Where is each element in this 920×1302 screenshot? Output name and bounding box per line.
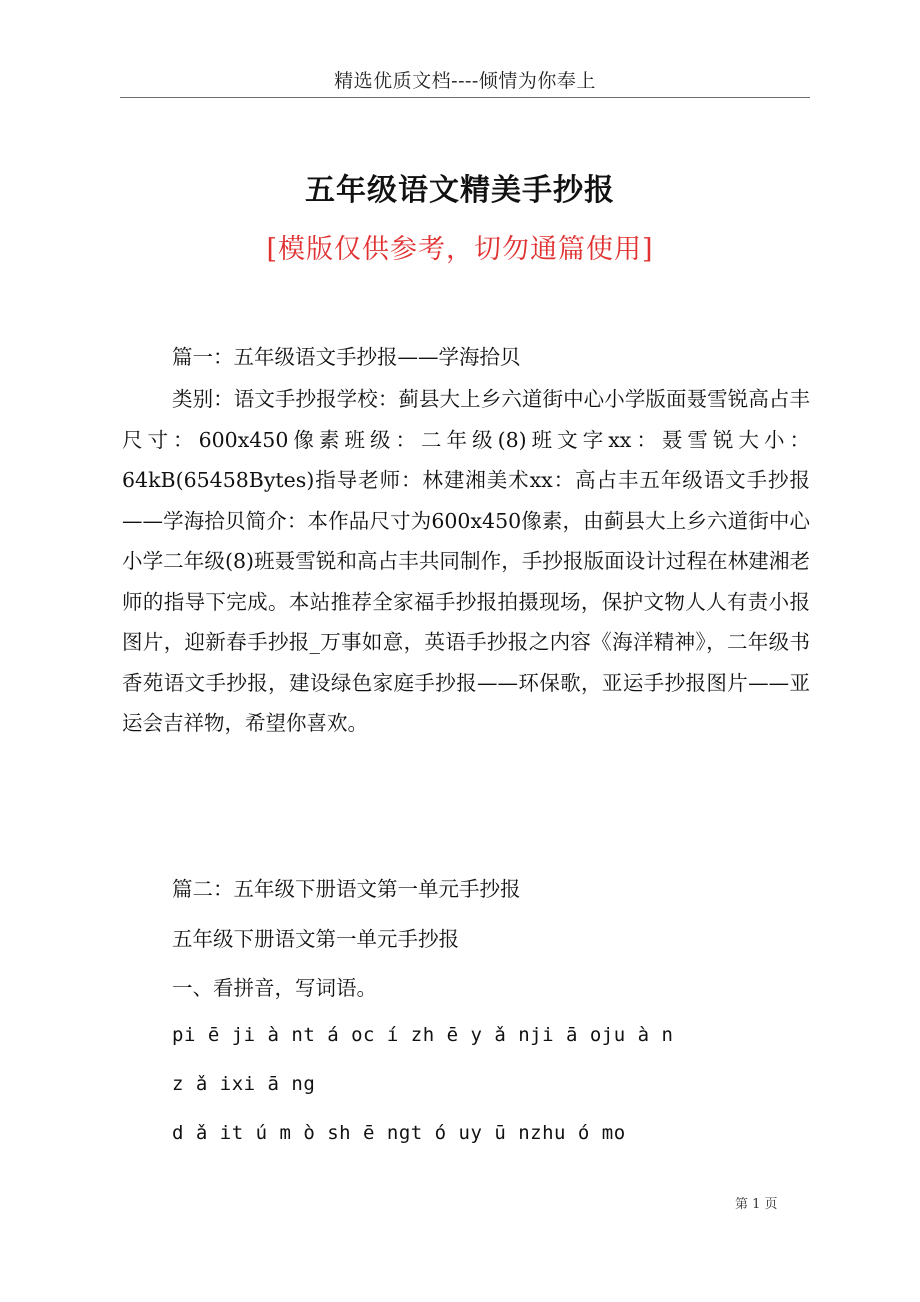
page-header: 精选优质文档----倾情为你奉上 [334, 70, 596, 92]
document-subtitle: [模版仅供参考，切勿通篇使用] [266, 234, 654, 265]
part1-heading: 篇一：五年级语文手抄报——学海拾贝 [172, 345, 521, 369]
part1-paragraph: 类别：语文手抄报学校：蓟县大上乡六道街中心小学版面聂雪锐高占丰尺寸：600x450像素班级：二年级(8)班文字xx：聂雪锐大小：64kB(65458Bytes)指导老师：林建湘美术xx：高占丰五年级语文手抄报——学海拾贝简介：本作品尺寸为600x450像素，由蓟县大上乡六道街中心小学二年级(8)班聂雪锐和高占丰共同制作，手抄报版面设计过程在林建湘老师的指导下完成。本站推荐全家福手抄报拍摄现场，保护文物人人有责小报图片，迎新春手抄报_万事如意，英语手抄报之内容《海洋精神》，二年级书香苑语文手抄报，建设绿色家庭手抄报——环保歌，亚运手抄报图片——亚运会吉祥物，希望你喜欢。 [122, 387, 810, 735]
section-heading: 一、看拼音，写词语。 [172, 976, 377, 1000]
document-title: 五年级语文精美手抄报 [305, 173, 615, 208]
part2-title: 五年级下册语文第一单元手抄报 [172, 927, 459, 951]
part2-heading: 篇二：五年级下册语文第一单元手抄报 [172, 877, 521, 901]
pinyin-line: d ǎ it ú m ò sh ē ngt ó uy ū nzhu ó mo [172, 1122, 626, 1144]
pinyin-line: pi ē ji à nt á oc í zh ē y ǎ nji ā oju à n [172, 1024, 674, 1046]
page-number: 第 1 页 [735, 1197, 778, 1212]
pinyin-line: z ǎ ixi ā ng [172, 1073, 316, 1095]
header-divider [120, 97, 810, 98]
